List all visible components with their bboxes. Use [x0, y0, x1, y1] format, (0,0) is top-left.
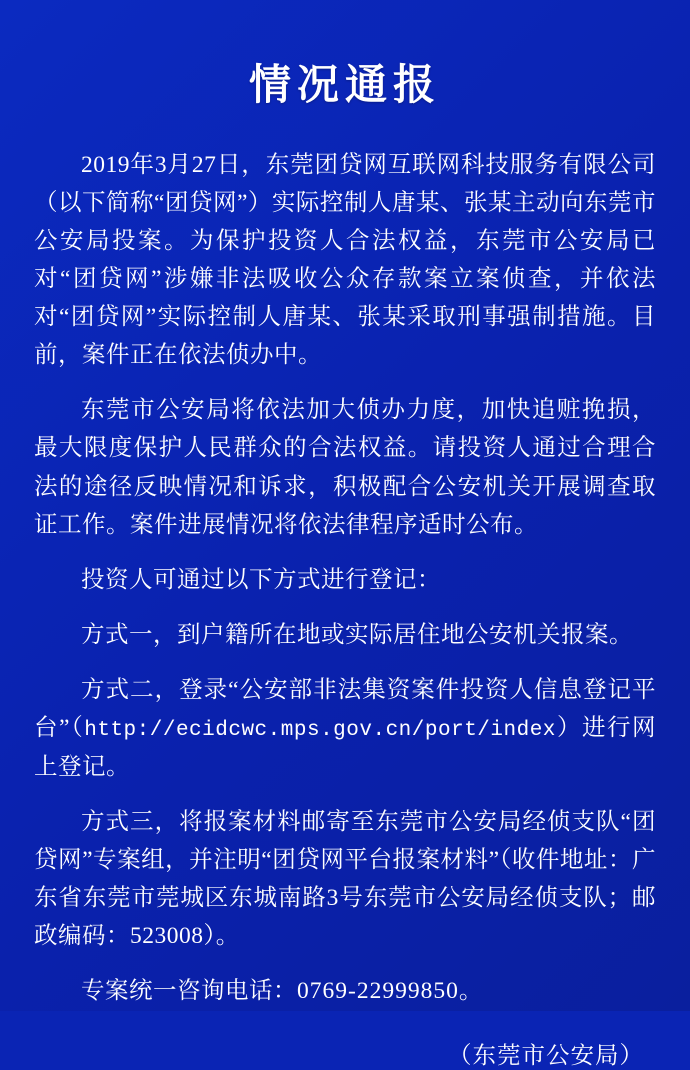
- hotline-line: [34, 972, 656, 1010]
- method-two: [34, 671, 656, 786]
- registration-intro: 投资人可通过以下方式进行登记：: [81, 566, 441, 593]
- registration-platform-url: http://ecidcwc.mps.gov.cn/port/index: [84, 718, 556, 742]
- document-body: [34, 146, 656, 1010]
- paragraph-2: 东莞市公安局将依法加大侦办力度，加快追赃挽损，最大限度保护人民群众的合法权益。请投资人通过合理合法的途径反映情况和诉求，积极配合公安机关开展调查取证工作。案件进展情况将依法律程序适时公布。: [34, 397, 656, 538]
- page-title: 情况通报: [248, 63, 441, 109]
- paragraph-1: 2019年3月27日，东莞团贷网互联网科技服务有限公司（以下简称“团贷网”）实际控制人唐某、张某主动向东莞市公安局投案。为保护投资人合法权益，东莞市公安局已对“团贷网”涉嫌非法吸收公众存款案立案侦查，并依法对“团贷网”实际控制人唐某、张某采取刑事强制措施。目前，案件正在依法侦办中。: [34, 152, 656, 369]
- issuer-signature: （东莞市公安局）: [448, 1043, 644, 1070]
- method-one: 方式一，到户籍所在地或实际居住地公安机关报案。: [81, 621, 633, 648]
- hotline-label: 专案统一咨询电话：: [81, 978, 297, 1005]
- method-three: 方式三，将报案材料邮寄至东莞市公安局经侦支队“团贷网”专案组，并注明“团贷网平台报案材料”（收件地址：广东省东莞市莞城区东城南路3号东莞市公安局经侦支队；邮政编码：523008）。: [34, 808, 656, 950]
- method-two-suffix: ）进行网上登记。: [34, 714, 656, 780]
- hotline-number: 0769-22999850: [297, 978, 459, 1005]
- hotline-suffix: 。: [458, 978, 483, 1005]
- method-two-prefix: 方式二，登录“公安部非法集资案件投资人信息登记平台”（: [34, 676, 656, 741]
